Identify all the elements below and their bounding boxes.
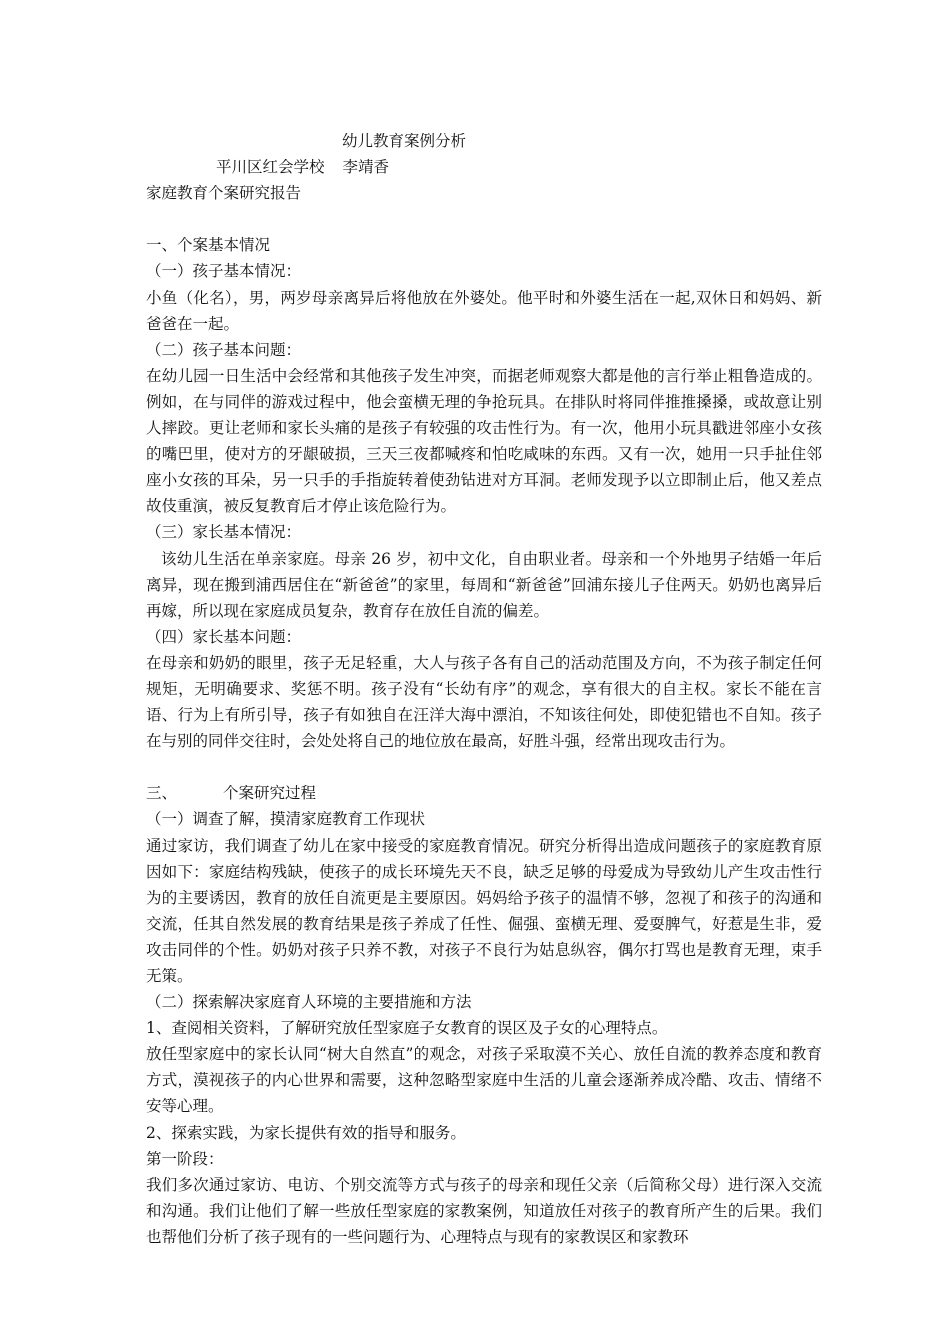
section-1-sub1-heading: （一）孩子基本情况： <box>146 262 302 281</box>
school-name: 平川区红会学校 <box>216 158 325 177</box>
section-3-title: 个案研究过程 <box>223 784 317 803</box>
author-name: 李靖香 <box>342 158 390 177</box>
section-1-sub2-heading: （二）孩子基本问题： <box>146 340 302 359</box>
section-1-sub2-text: 在幼儿园一日生活中会经常和其他孩子发生冲突，而据老师观察大都是他的言行举止粗鲁造成的。例如，在与同伴的游戏过程中，他会蛮横无理的争抢玩具。在排队时将同伴推推搡搡，或故意让别人摔跤。更让老师和家长头痛的是孩子有较强的攻击性行为。有一次，他用小玩具戳进邻座小女孩的嘴巴里，使对方的牙龈破损，三天三夜都喊疼和怕吃咸味的东西。又有一次，她用一只手扯住邻座小女孩的耳朵，另一只手的手指旋转着使劲钻进对方耳洞。老师发现予以立即制止后，他又差点故伎重演，被反复教育后才停止该危险行为。 <box>146 366 822 516</box>
section-1-sub4-heading: （四）家长基本问题： <box>146 627 302 646</box>
section-3-item-1-text: 放任型家庭中的家长认同“树大自然直”的观念，对孩子采取漠不关心、放任自流的教养态度和教育方式，漠视孩子的内心世界和需要，这种忽略型家庭中生活的儿童会逐渐养成冷酷、攻击、情绪不安等心理。 <box>146 1045 822 1116</box>
section-3-sub1-heading: （一）调查了解，摸清家庭教育工作现状 <box>146 810 426 829</box>
stage-1-text: 我们多次通过家访、电访、个别交流等方式与孩子的母亲和现任父亲（后简称父母）进行深入交流和沟通。我们让他们了解一些放任型家庭的家教案例，知道放任对孩子的教育所产生的后果。我们也帮他们分析了孩子现有的一些问题行为、心理特点与现有的家教误区和家教环 <box>146 1175 822 1246</box>
section-1-sub1-text: 小鱼（化名），男，两岁母亲离异后将他放在外婆处。他平时和外婆生活在一起,双休日和妈妈、新爸爸在一起。 <box>146 288 822 333</box>
section-1-sub3-heading: （三）家长基本情况： <box>146 523 302 542</box>
section-3-item-1: 1、查阅相关资料，了解研究放任型家庭子女教育的误区及子女的心理特点。 <box>146 1019 668 1038</box>
document-title: 幼儿教育案例分析 <box>342 132 467 150</box>
stage-1-heading: 第一阶段： <box>146 1149 224 1168</box>
section-1-heading: 一、个案基本情况 <box>146 236 271 255</box>
section-1-sub3-text: 该幼儿生活在单亲家庭。母亲 26 岁，初中文化，自由职业者。母亲和一个外地男子结婚一年后离异，现在搬到浦西居住在“新爸爸”的家里，每周和“新爸爸”回浦东接儿子住两天。奶奶也离异后再嫁，所以现在家庭成员复杂，教育存在放任自流的偏差。 <box>146 549 822 620</box>
section-3-sub1-text: 通过家访，我们调查了幼儿在家中接受的家庭教育情况。研究分析得出造成问题孩子的家庭教育原因如下：家庭结构残缺，使孩子的成长环境先天不良，缺乏足够的母爱成为导致幼儿产生攻击性行为的主要诱因，教育的放任自流更是主要原因。妈妈给予孩子的温情不够，忽视了和孩子的沟通和交流，任其自然发展的教育结果是孩子养成了任性、倔强、蛮横无理、爱耍脾气，好惹是生非，爱攻击同伴的个性。奶奶对孩子只养不教，对孩子不良行为姑息纵容，偶尔打骂也是教育无理，束手无策。 <box>146 836 822 985</box>
report-title: 家庭教育个案研究报告 <box>146 184 302 203</box>
section-3-sub2-heading: （二）探索解决家庭育人环境的主要措施和方法 <box>146 993 472 1012</box>
author-line <box>146 154 822 180</box>
document-page <box>146 128 822 1250</box>
section-3-number: 三、 <box>146 784 178 803</box>
section-1-sub4-text: 在母亲和奶奶的眼里，孩子无足轻重，大人与孩子各有自己的活动范围及方向，不为孩子制定任何规矩，无明确要求、奖惩不明。孩子没有“长幼有序”的观念，享有很大的自主权。家长不能在言语、行为上有所引导，孩子有如独自在汪洋大海中漂泊，不知该往何处，即使犯错也不自知。孩子在与别的同伴交往时，会处处将自己的地位放在最高，好胜斗强，经常出现攻击行为。 <box>146 653 822 751</box>
section-3-heading <box>146 780 822 806</box>
section-3-item-2: 2、探索实践，为家长提供有效的指导和服务。 <box>146 1123 466 1142</box>
